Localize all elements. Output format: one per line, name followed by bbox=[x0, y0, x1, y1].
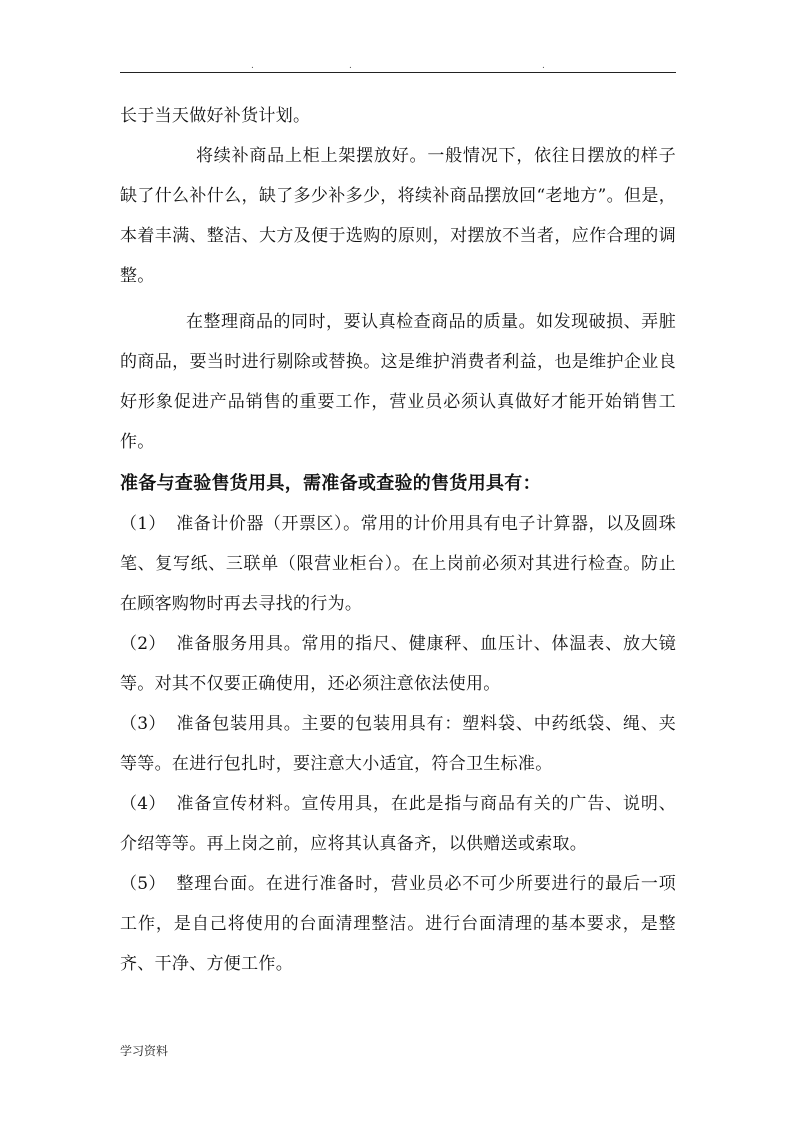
header-dot-left: . bbox=[251, 61, 254, 71]
list-item-number: （5） bbox=[120, 874, 166, 894]
footer-label: 学习资料 bbox=[120, 1044, 169, 1058]
paragraph-continuation: 长于当天做好补货计划。 bbox=[120, 106, 311, 126]
list-item-4 bbox=[120, 784, 676, 864]
list-item-number: （1） bbox=[120, 514, 166, 534]
list-item-1 bbox=[120, 504, 676, 624]
header-dot-center: . bbox=[349, 61, 352, 71]
list-item-number: （3） bbox=[120, 714, 166, 734]
list-item-5 bbox=[120, 864, 676, 984]
list-item-number: （4） bbox=[120, 794, 166, 814]
list-item-3 bbox=[120, 704, 676, 784]
list-item-text: 准备包装用具。主要的包装用具有：塑料袋、中药纸袋、绳、夹等等。在进行包扎时，要注意大小适宜，符合卫生标准。 bbox=[120, 714, 676, 774]
list-item-text: 准备计价器（开票区）。常用的计价用具有电子计算器，以及圆珠笔、复写纸、三联单（限营业柜台）。在上岗前必须对其进行检查。防止在顾客购物时再去寻找的行为。 bbox=[120, 514, 676, 614]
paragraph-restock-display: 将续补商品上柜上架摆放好。一般情况下，依往日摆放的样子缺了什么补什么，缺了多少补多少，将续补商品摆放回“老地方”。但是，本着丰满、整洁、大方及便于选购的原则，对摆放不当者，应作合理的调整。 bbox=[120, 146, 676, 286]
document-body bbox=[120, 96, 676, 984]
list-item-number: （2） bbox=[120, 634, 166, 654]
list-item-2 bbox=[120, 624, 676, 704]
list-item-text: 整理台面。在进行准备时，营业员必不可少所要进行的最后一项工作，是自己将使用的台面清理整洁。进行台面清理的基本要求，是整齐、干净、方便工作。 bbox=[120, 874, 676, 974]
header-dot-right: . bbox=[542, 61, 545, 71]
header-rule bbox=[120, 72, 676, 73]
section-heading-sales-tools: 准备与查验售货用具，需准备或查验的售货用具有： bbox=[120, 473, 541, 494]
list-item-text: 准备服务用具。常用的指尺、健康秤、血压计、体温表、放大镜等。对其不仅要正确使用，还必须注意依法使用。 bbox=[120, 634, 676, 694]
paragraph-quality-check: 在整理商品的同时，要认真检查商品的质量。如发现破损、弄脏的商品，要当时进行剔除或替换。这是维护消费者利益，也是维护企业良好形象促进产品销售的重要工作，营业员必须认真做好才能开始销售工作。 bbox=[120, 312, 676, 452]
list-item-text: 准备宣传材料。宣传用具，在此是指与商品有关的广告、说明、介绍等等。再上岗之前，应将其认真备齐，以供赠送或索取。 bbox=[120, 794, 676, 854]
